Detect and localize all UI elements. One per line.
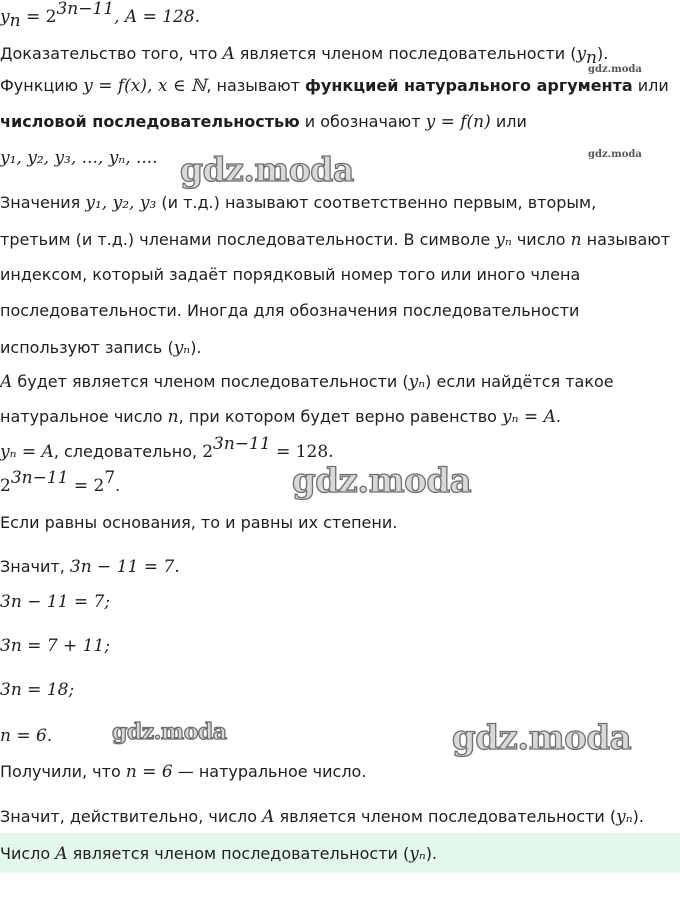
watermark-small: gdz.moda (588, 149, 642, 160)
conclusion-line: Значит, действительно, число A является членом последовательности (yₙ). (0, 807, 644, 827)
watermark: gdz.moda (112, 719, 227, 745)
paragraph-line: третьим (и т.д.) членами последовательности. В символе yₙ число n называют (0, 230, 671, 250)
equation-step: 3n = 18; (0, 680, 75, 700)
paragraph-line: используют запись (yₙ). (0, 338, 202, 358)
equation-step: 3n − 11 = 7; (0, 592, 111, 612)
paragraph-line: натуральное число n, при котором будет верно равенство yₙ = A. (0, 407, 561, 427)
equation-step: n = 6. (0, 726, 53, 746)
watermark: gdz.moda (452, 718, 632, 758)
solution-step: Если равны основания, то и равны их степени. (0, 513, 398, 532)
watermark-small: gdz.moda (588, 64, 642, 75)
paragraph-line: индексом, который задаёт порядковый номер того или иного члена (0, 265, 581, 284)
conclusion-line: Получили, что n = 6 — натуральное число. (0, 762, 367, 782)
paragraph-line: A будет является членом последовательности (yₙ) если найдётся такое (0, 372, 614, 392)
solution-step: $2^{3n-11} = 2^7$. (0, 468, 121, 496)
sequence-notation: y₁, y₂, y₃, ..., yₙ, .... (0, 148, 158, 168)
definition-line-2: числовой последовательностью и обозначают y = f(n) или (0, 112, 527, 132)
task-statement: Доказательство того, что A является членом последовательности $(y_n)$. (0, 44, 609, 68)
answer-text: Число A является членом последовательности (yₙ). (0, 844, 438, 864)
watermark: gdz.moda (180, 150, 354, 189)
equation-step: 3n = 7 + 11; (0, 636, 111, 656)
watermark: gdz.moda (292, 461, 472, 501)
solution-step: Значит, 3n − 11 = 7. (0, 557, 180, 577)
paragraph-line: последовательности. Иногда для обозначения последовательности (0, 301, 580, 320)
definition-line-1: Функцию y = f(x), x ∈ ℕ, называют функцией натурального аргумента или (0, 76, 669, 96)
solution-step: yₙ = A, следовательно, $2^{3n-11} = 128$. (0, 434, 334, 462)
paragraph-line: Значения y₁, y₂, y₃ (и т.д.) называют соответственно первым, вторым, (0, 193, 597, 213)
given-formula: $y_n = 2^{3n-11}$, A = 128. (0, 0, 201, 31)
